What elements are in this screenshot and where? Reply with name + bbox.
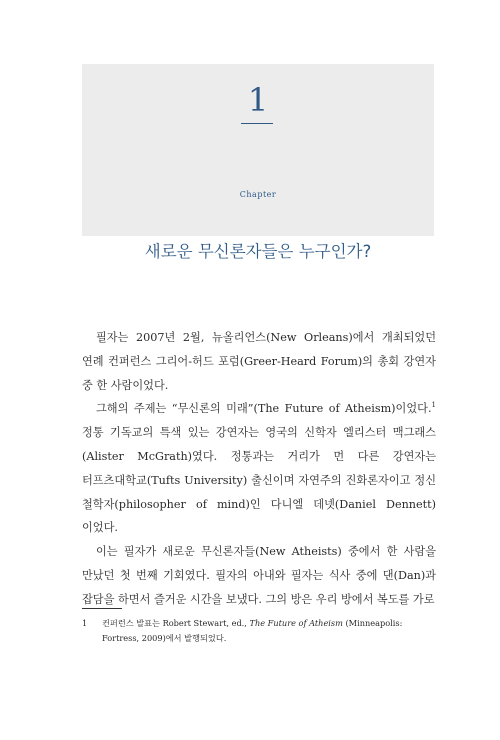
chapter-title: 새로운 무신론자들은 누구인가?	[144, 242, 372, 261]
chapter-label: Chapter	[239, 190, 277, 199]
footnote-text-end: (Minneapolis: Fortress, 2009)에서 발행되었다.	[102, 618, 403, 643]
chapter-divider	[241, 123, 273, 124]
footnote-text-start: 컨퍼런스 발표는 Robert Stewart, ed.,	[102, 618, 250, 628]
footnote	[82, 616, 436, 646]
paragraph-2	[82, 397, 436, 540]
chapter-number: 1	[247, 81, 269, 119]
paragraph-2-start: 그해의 주제는 “무신론의 미래”(The Future of Atheism)이었다.	[96, 402, 432, 416]
footnote-ref[interactable]: 1	[431, 401, 436, 410]
body-text	[82, 326, 436, 612]
footnote-book-title: The Future of Atheism	[249, 618, 343, 628]
footnote-text	[102, 616, 436, 646]
paragraph-2-rest: 정통 기독교의 특색 있는 강연자는 영국의 신학자 엘리스터 맥그래스(Alister McGrath)였다. 정통과는 거리가 먼 다른 강연자는 터프츠대학교(Tufts University) 출신이며 자연주의 진화론자이고 정신 철학자(philosopher of mind)인 다니엘 데넷(Daniel Dennett)이었다.	[82, 426, 436, 535]
footnote-divider	[82, 608, 122, 609]
chapter-header-box	[82, 64, 434, 261]
paragraph-3: 이는 필자가 새로운 무신론자들(New Atheists) 중에서 한 사람을 만났던 첫 번째 기회였다. 필자의 아내와 필자는 식사 중에 댄(Dan)과 잡담을 하면서 즐거운 시간을 보냈다. 그의 방은 우리 방에서 복도를 가로	[82, 545, 436, 606]
footnote-number: 1	[82, 618, 88, 628]
paragraph-1: 필자는 2007년 2월, 뉴올리언스(New Orleans)에서 개최되었던 연례 컨퍼런스 그리어-허드 포럼(Greer-Heard Forum)의 총회 강연자 중 한 사람이었다.	[82, 331, 436, 392]
